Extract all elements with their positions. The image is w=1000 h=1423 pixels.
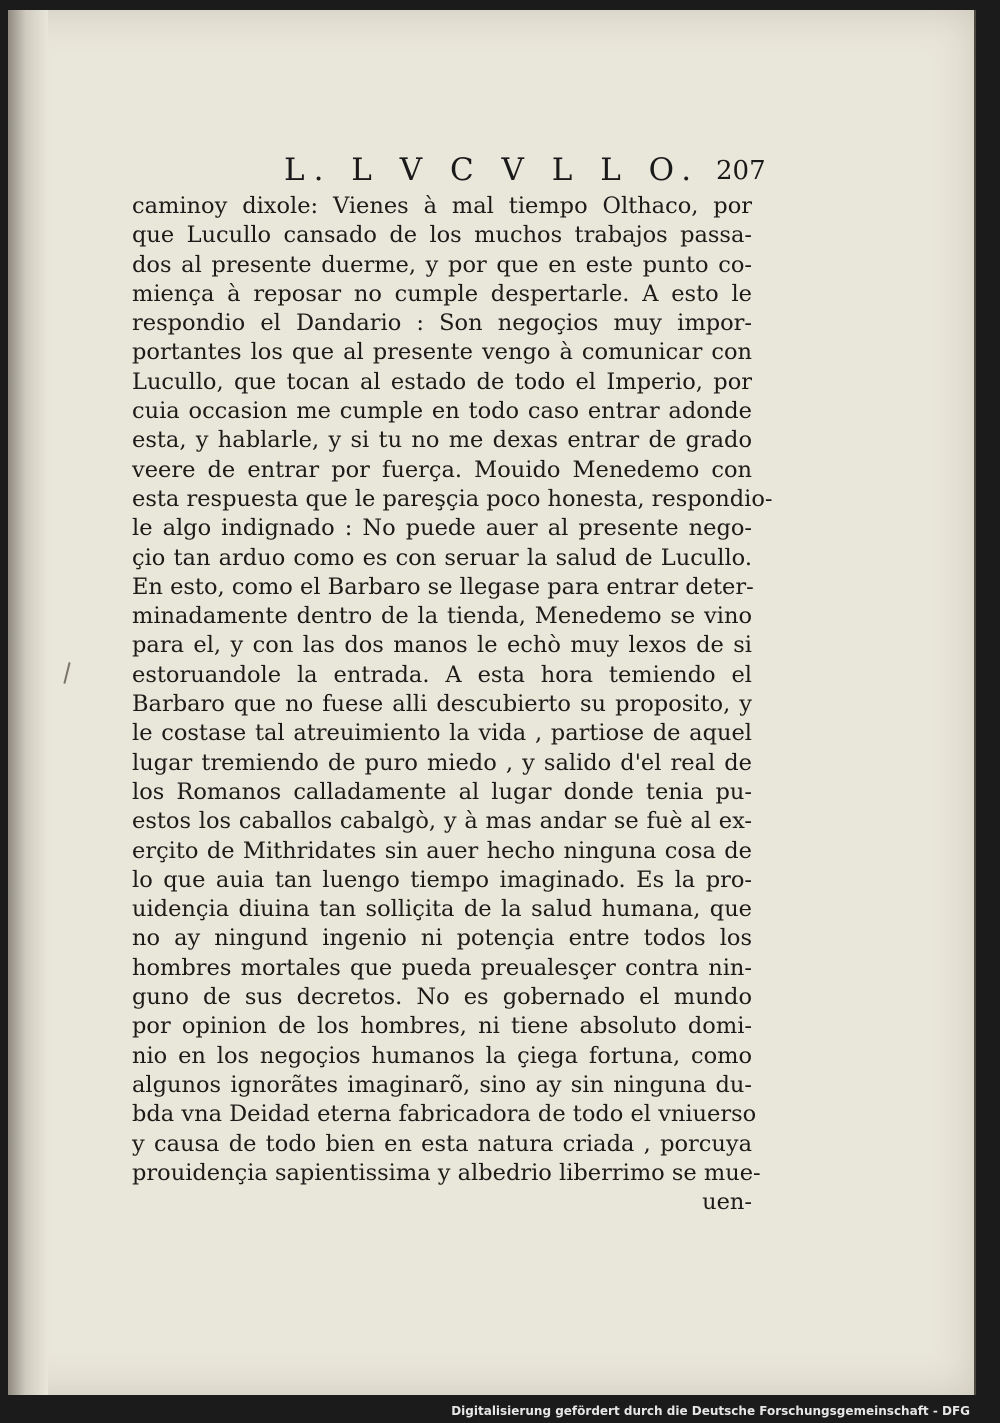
text-line: çio tan arduo como es con seruar la salud de Lucullo. [132,544,752,571]
text-line: los Romanos calladamente al lugar donde tenia pu- [132,778,752,805]
text-line: le costase tal atreuimiento la vida , partiose de aquel [132,720,752,747]
text-line: hombres mortales que pueda preualesçer contra nin- [132,954,752,981]
text-line: que Lucullo cansado de los muchos trabajos passa- [132,222,752,249]
text-line: prouidençia sapientissima y albedrio liberrimo se mue- [132,1159,761,1186]
text-line: estos los caballos cabalgò, y à mas andar se fuè al ex- [132,808,752,835]
text-line: por opinion de los hombres, ni tiene absoluto domi- [132,1013,752,1040]
text-line: no ay ningund ingenio ni potençia entre todos los [132,925,752,952]
text-line: uidençia diuina tan solliçita de la salud humana, que [132,896,752,923]
margin-pencil-mark [63,662,70,684]
text-line: veere de entrar por fuerça. Mouido Menedemo con [132,456,752,483]
text-line: miença à reposar no cumple despertarle. A esto le [132,280,752,307]
text-line: y causa de todo bien en esta natura criada , porcuya [132,1130,752,1157]
text-line: para el, y con las dos manos le echò muy lexos de si [132,632,752,659]
text-line: cuia occasion me cumple en todo caso entrar adonde [132,398,752,425]
text-line: portantes los que al presente vengo à comunicar con [132,339,752,366]
book-page [8,10,976,1395]
text-line: En esto, como el Barbaro se llegase para entrar deter- [132,573,754,600]
text-line: algunos ignorãtes imaginarõ, sino ay sin ninguna du- [132,1071,752,1098]
text-line: lo que auia tan luengo tiempo imaginado. Es la pro- [132,866,752,893]
body-text [132,192,773,1217]
text-line: respondio el Dandario : Son negoçios muy impor- [132,310,752,337]
text-line: minadamente dentro de la tienda, Menedemo se vino [132,603,752,630]
text-line: Lucullo, que tocan al estado de todo el Imperio, por [132,368,752,395]
running-head: L. L V C V L L O. [284,152,701,188]
text-line: esta respuesta que le pareşçia poco honesta, respondio- [132,485,773,512]
text-line: erçito de Mithridates sin auer hecho ninguna cosa de [132,837,752,864]
text-line: le algo indignado : No puede auer al presente nego- [132,515,752,542]
text-line: lugar tremiendo de puro miedo , y salido d'el real de [132,749,752,776]
text-line: dos al presente duerme, y por que en este punto co- [132,251,752,278]
text-line: bda vna Deidad eterna fabricadora de todo el vniuerso [132,1101,757,1128]
text-line: nio en los negoçios humanos la çiega fortuna, como [132,1042,752,1069]
digitization-credit: Digitalisierung gefördert durch die Deutsche Forschungsgemeinschaft - DFG [451,1404,970,1418]
text-line: Barbaro que no fuese alli descubierto su proposito, y [132,691,752,718]
text-line: guno de sus decretos. No es gobernado el mundo [132,984,752,1011]
page-gutter [8,10,48,1395]
text-line: estoruandole la entrada. A esta hora temiendo el [132,661,752,688]
text-line: uen- [702,1189,752,1216]
text-line: caminoy dixole: Vienes à mal tiempo Olthaco, por [132,193,752,219]
page-number: 207 [716,156,766,186]
text-line: esta, y hablarle, y si tu no me dexas entrar de grado [132,427,752,454]
